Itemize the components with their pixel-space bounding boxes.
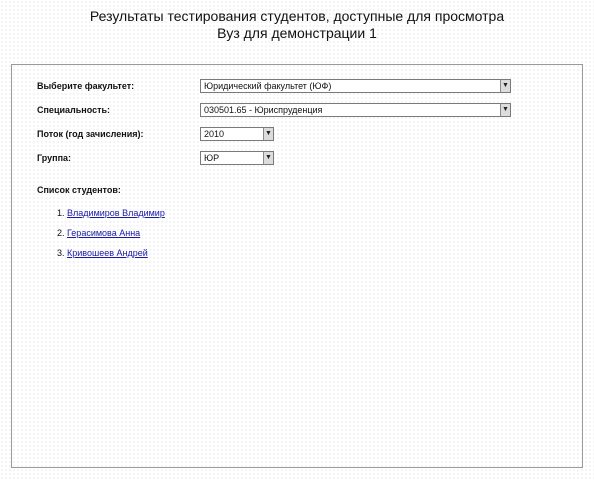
student-link[interactable]: Владимиров Владимир xyxy=(67,208,165,218)
student-link[interactable]: Герасимова Анна xyxy=(67,228,141,238)
student-link[interactable]: Кривошеев Андрей xyxy=(67,248,148,258)
group-select[interactable] xyxy=(200,151,274,165)
list-item xyxy=(57,207,165,227)
faculty-label: Выберите факультет: xyxy=(37,81,135,91)
stream-select[interactable] xyxy=(200,127,274,141)
chevron-down-icon[interactable]: ▼ xyxy=(263,152,273,164)
student-list-title: Список студентов: xyxy=(37,185,121,195)
student-number: 3. xyxy=(57,248,65,258)
chevron-down-icon[interactable]: ▼ xyxy=(500,80,510,92)
list-item xyxy=(57,227,165,247)
faculty-select-value: Юридический факультет (ЮФ) xyxy=(204,81,332,91)
page-header xyxy=(0,8,594,42)
faculty-select[interactable] xyxy=(200,79,511,93)
chevron-down-icon[interactable]: ▼ xyxy=(500,104,510,116)
page-title: Результаты тестирования студентов, доступные для просмотра xyxy=(89,8,505,24)
results-panel xyxy=(11,64,583,468)
page-subtitle: Вуз для демонстрации 1 xyxy=(217,25,377,41)
chevron-down-icon[interactable]: ▼ xyxy=(263,128,273,140)
stream-label: Поток (год зачисления): xyxy=(37,129,144,139)
student-list xyxy=(57,207,165,267)
stream-select-value: 2010 xyxy=(204,129,225,139)
specialty-select[interactable] xyxy=(200,103,511,117)
specialty-label: Специальность: xyxy=(37,105,111,115)
group-label: Группа: xyxy=(37,153,72,163)
list-item xyxy=(57,247,165,267)
student-number: 2. xyxy=(57,228,65,238)
student-number: 1. xyxy=(57,208,65,218)
group-select-value: ЮР xyxy=(204,153,220,163)
specialty-select-value: 030501.65 - Юриспруденция xyxy=(204,105,323,115)
